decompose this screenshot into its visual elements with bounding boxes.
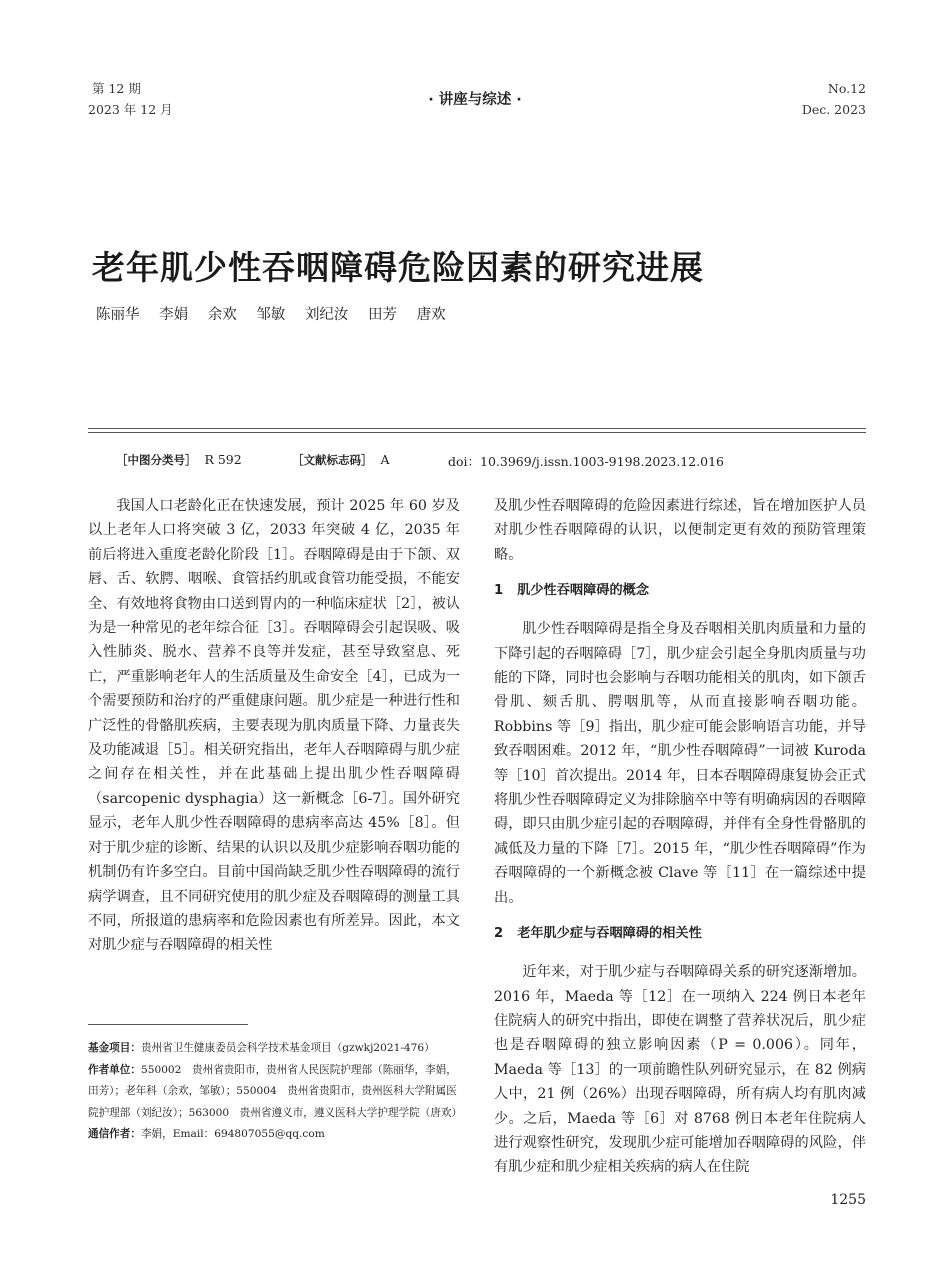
issue-en: No.12 (827, 81, 866, 96)
author: 刘纪汝 (304, 307, 349, 323)
section-1-heading: 1 肌少性吞咽障碍的概念 (494, 583, 650, 599)
intro-continuation: 及肌少性吞咽障碍的危险因素进行综述，旨在增加医护人员对肌少性吞咽障碍的认识，以便制定更有效的预防管理策略。 (494, 498, 866, 563)
date-en: Dec. 2023 (801, 102, 866, 117)
divider-rule (88, 428, 866, 429)
author: 陈丽华 (96, 307, 140, 323)
correspondence-note: 通信作者：李娟，Email：694807055@qq.com (88, 1128, 325, 1140)
footnote-rule (88, 1024, 248, 1025)
article-title: 老年肌少性吞咽障碍危险因素的研究进展 (92, 248, 704, 287)
section-2-heading: 2 老年肌少症与吞咽障碍的相关性 (494, 926, 702, 942)
section-1-text: 肌少性吞咽障碍是指全身及吞咽相关肌肉质量和力量的下降引起的吞咽障碍［7］，肌少症会引起全身肌肉质量与功能的下降，同时也会影响与吞咽功能相关的肌肉，如下颌舌骨肌、颏舌肌、腭咽肌等，从而直接影响吞咽功能。Robbins 等［9］指出，肌少症可能会影响语言功能，并导致吞咽困难。2012 年，“肌少性吞咽障碍”一词被 Kuroda 等［10］首次提出。2014 年，日本吞咽障碍康复协会正式将肌少性吞咽障碍定义为排除脑卒中等有明确病因的吞咽障碍，即只由肌少症引起的吞咽障碍，并伴有全身性骨骼肌的减低及力量的下降［7］。2015 年，“肌少性吞咽障碍”作为吞咽障碍的一个新概念被 Clave 等［11］在一篇综述中提出。 (494, 621, 866, 906)
page-number: 1255 (830, 1192, 866, 1208)
section-heading: · 讲座与综述 · (428, 92, 522, 108)
author: 邹敏 (256, 307, 286, 323)
document-code: ［文献标志码］ A (292, 452, 390, 467)
clc-code: ［中图分类号］ R 592 (116, 452, 242, 467)
date-cn: 2023 年 12 月 (88, 102, 173, 117)
author: 李娟 (159, 307, 189, 323)
divider-rule (88, 432, 866, 433)
fund-note: 基金项目：贵州省卫生健康委员会科学技术基金项目（gzwkj2021-476） (88, 1042, 435, 1054)
author: 余欢 (207, 307, 237, 323)
left-column (88, 494, 460, 958)
author: 唐欢 (416, 307, 446, 323)
author-list (96, 303, 461, 324)
doi: doi：10.3969/j.issn.1003-9198.2023.12.016 (448, 454, 724, 469)
affiliation-note: 作者单位：550002 贵州省贵阳市，贵州省人民医院护理部（陈丽华，李娟，田芳）；老年科（余欢，邹敏）；550004 贵州省贵阳市，贵州医科大学附属医院护理部（刘纪汝）；563000 贵州省遵义市，遵义医科大学护理学院（唐欢） (88, 1063, 463, 1119)
author: 田芳 (368, 307, 398, 323)
intro-paragraph: 我国人口老龄化正在快速发展，预计 2025 年 60 岁及以上老年人口将突破 3 亿，2033 年突破 4 亿，2035 年前后将进入重度老龄化阶段［1］。吞咽障碍是由于下颌、双唇、舌、软腭、咽喉、食管括约肌或食管功能受损，不能安全、有效地将食物由口送到胃内的一种临床症状［2］，被认为是一种常见的老年综合征［3］。吞咽障碍会引起误吸、吸入性肺炎、脱水、营养不良等并发症，甚至导致窒息、死亡，严重影响老年人的生活质量及生命安全［4］，已成为一个需要预防和治疗的严重健康问题。肌少症是一种进行性和广泛性的骨骼肌疾病，主要表现为肌肉质量下降、力量丧失及功能减退［5］。相关研究指出，老年人吞咽障碍与肌少症之间存在相关性，并在此基础上提出肌少性吞咽障碍（sarcopenic dysphagia）这一新概念［6-7］。国外研究显示，老年人肌少性吞咽障碍的患病率高达 45%［8］。但对于肌少症的诊断、结果的认识以及肌少症影响吞咽功能的机制仍有许多空白。目前中国尚缺乏肌少性吞咽障碍的流行病学调查，且不同研究使用的肌少症及吞咽障碍的测量工具不同，所报道的患病率和危险因素也有所差异。因此，本文对肌少症与吞咽障碍的相关性 (88, 498, 460, 954)
right-column (494, 494, 866, 1180)
issue-cn: 第 12 期 (92, 81, 141, 96)
section-2-text: 近年来，对于肌少症与吞咽障碍关系的研究逐渐增加。2016 年，Maeda 等［12］在一项纳入 224 例日本老年住院病人的研究中指出，即使在调整了营养状况后，肌少症也是吞咽障碍的独立影响因素（P = 0.006）。同年，Maeda 等［13］的一项前瞻性队列研究显示，在 82 例病人中，21 例（26%）出现吞咽障碍，所有病人均有肌肉减少。之后，Maeda 等［6］对 8768 例日本老年住院病人进行观察性研究，发现肌少症可能增加吞咽障碍的风险，伴有肌少症和肌少症相关疾病的病人在住院 (494, 964, 866, 1176)
footnotes (88, 1038, 463, 1146)
